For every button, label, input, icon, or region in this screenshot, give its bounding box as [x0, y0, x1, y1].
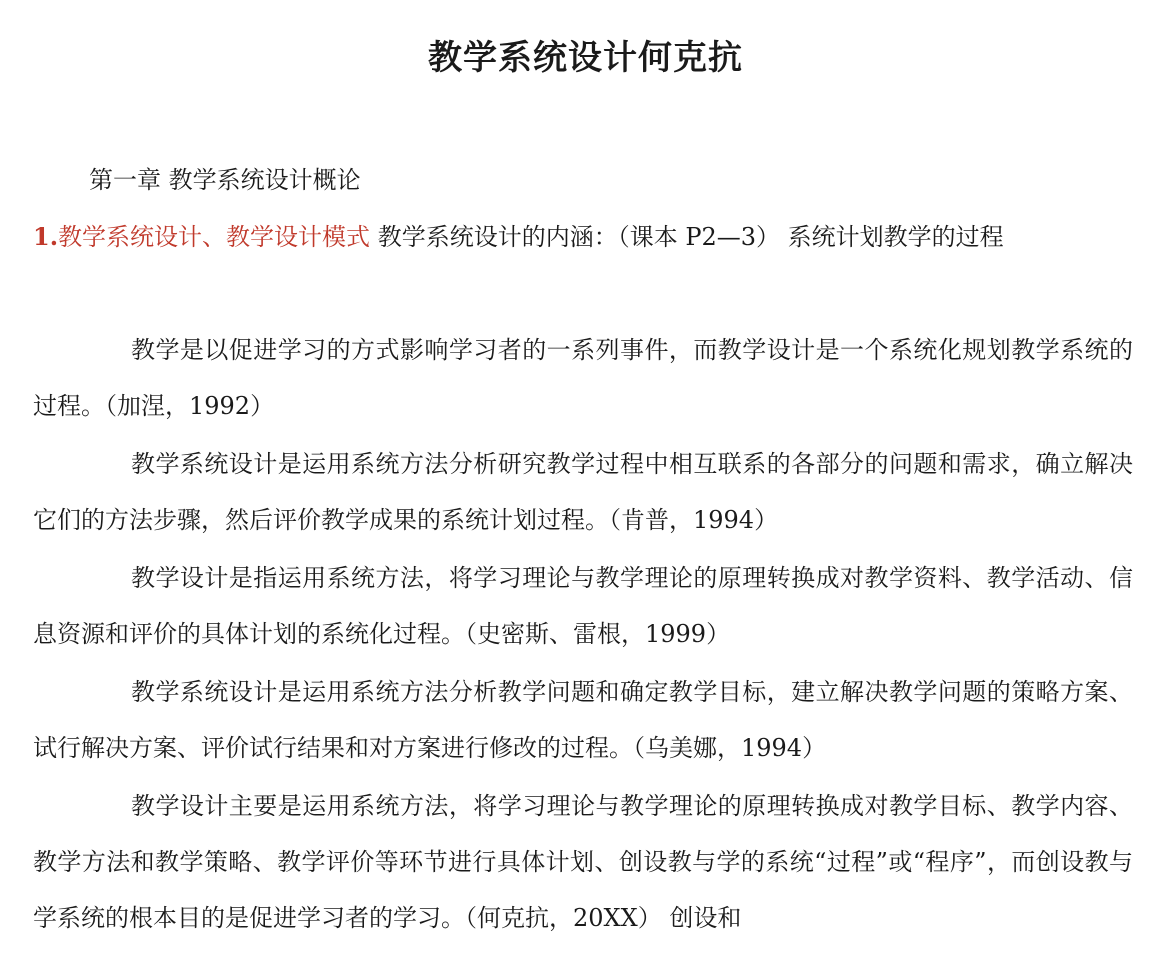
- chapter-heading: 第一章 教学系统设计概论: [89, 166, 361, 194]
- document-title: 教学系统设计何克抗: [428, 38, 743, 78]
- paragraph-smith-ragan: 教学设计是指运用系统方法，将学习理论与教学理论的原理转换成对教学资料、教学活动、信息资源和评价的具体计划的系统化过程。（史密斯、雷根，1999）: [33, 564, 1133, 648]
- section-heading-rest: 教学系统设计的内涵：（课本 P2—3） 系统计划教学的过程: [370, 223, 1004, 251]
- section-heading: [33, 223, 370, 251]
- paragraph-wu-meina: 教学系统设计是运用系统方法分析教学问题和确定教学目标，建立解决教学问题的策略方案、试行解决方案、评价试行结果和对方案进行修改的过程。（乌美娜，1994）: [33, 678, 1133, 762]
- paragraph-gagne: 教学是以促进学习的方式影响学习者的一系列事件，而教学设计是一个系统化规划教学系统的过程。（加涅，1992）: [33, 336, 1133, 420]
- paragraph-kemp: 教学系统设计是运用系统方法分析研究教学过程中相互联系的各部分的问题和需求，确立解决它们的方法步骤，然后评价教学成果的系统计划过程。（肯普，1994）: [33, 450, 1133, 534]
- section-number: 1.: [33, 222, 59, 251]
- section-heading-paragraph: [33, 209, 1133, 265]
- section-heading-text: 教学系统设计、教学设计模式: [58, 223, 371, 251]
- paragraph-he-kekang: 教学设计主要是运用系统方法，将学习理论与教学理论的原理转换成对教学目标、教学内容、教学方法和教学策略、教学评价等环节进行具体计划、创设教与学的系统“过程”或“程序”，而创设教与学系统的根本目的是促进学习者的学习。（何克抗，20XX） 创设和: [33, 792, 1133, 932]
